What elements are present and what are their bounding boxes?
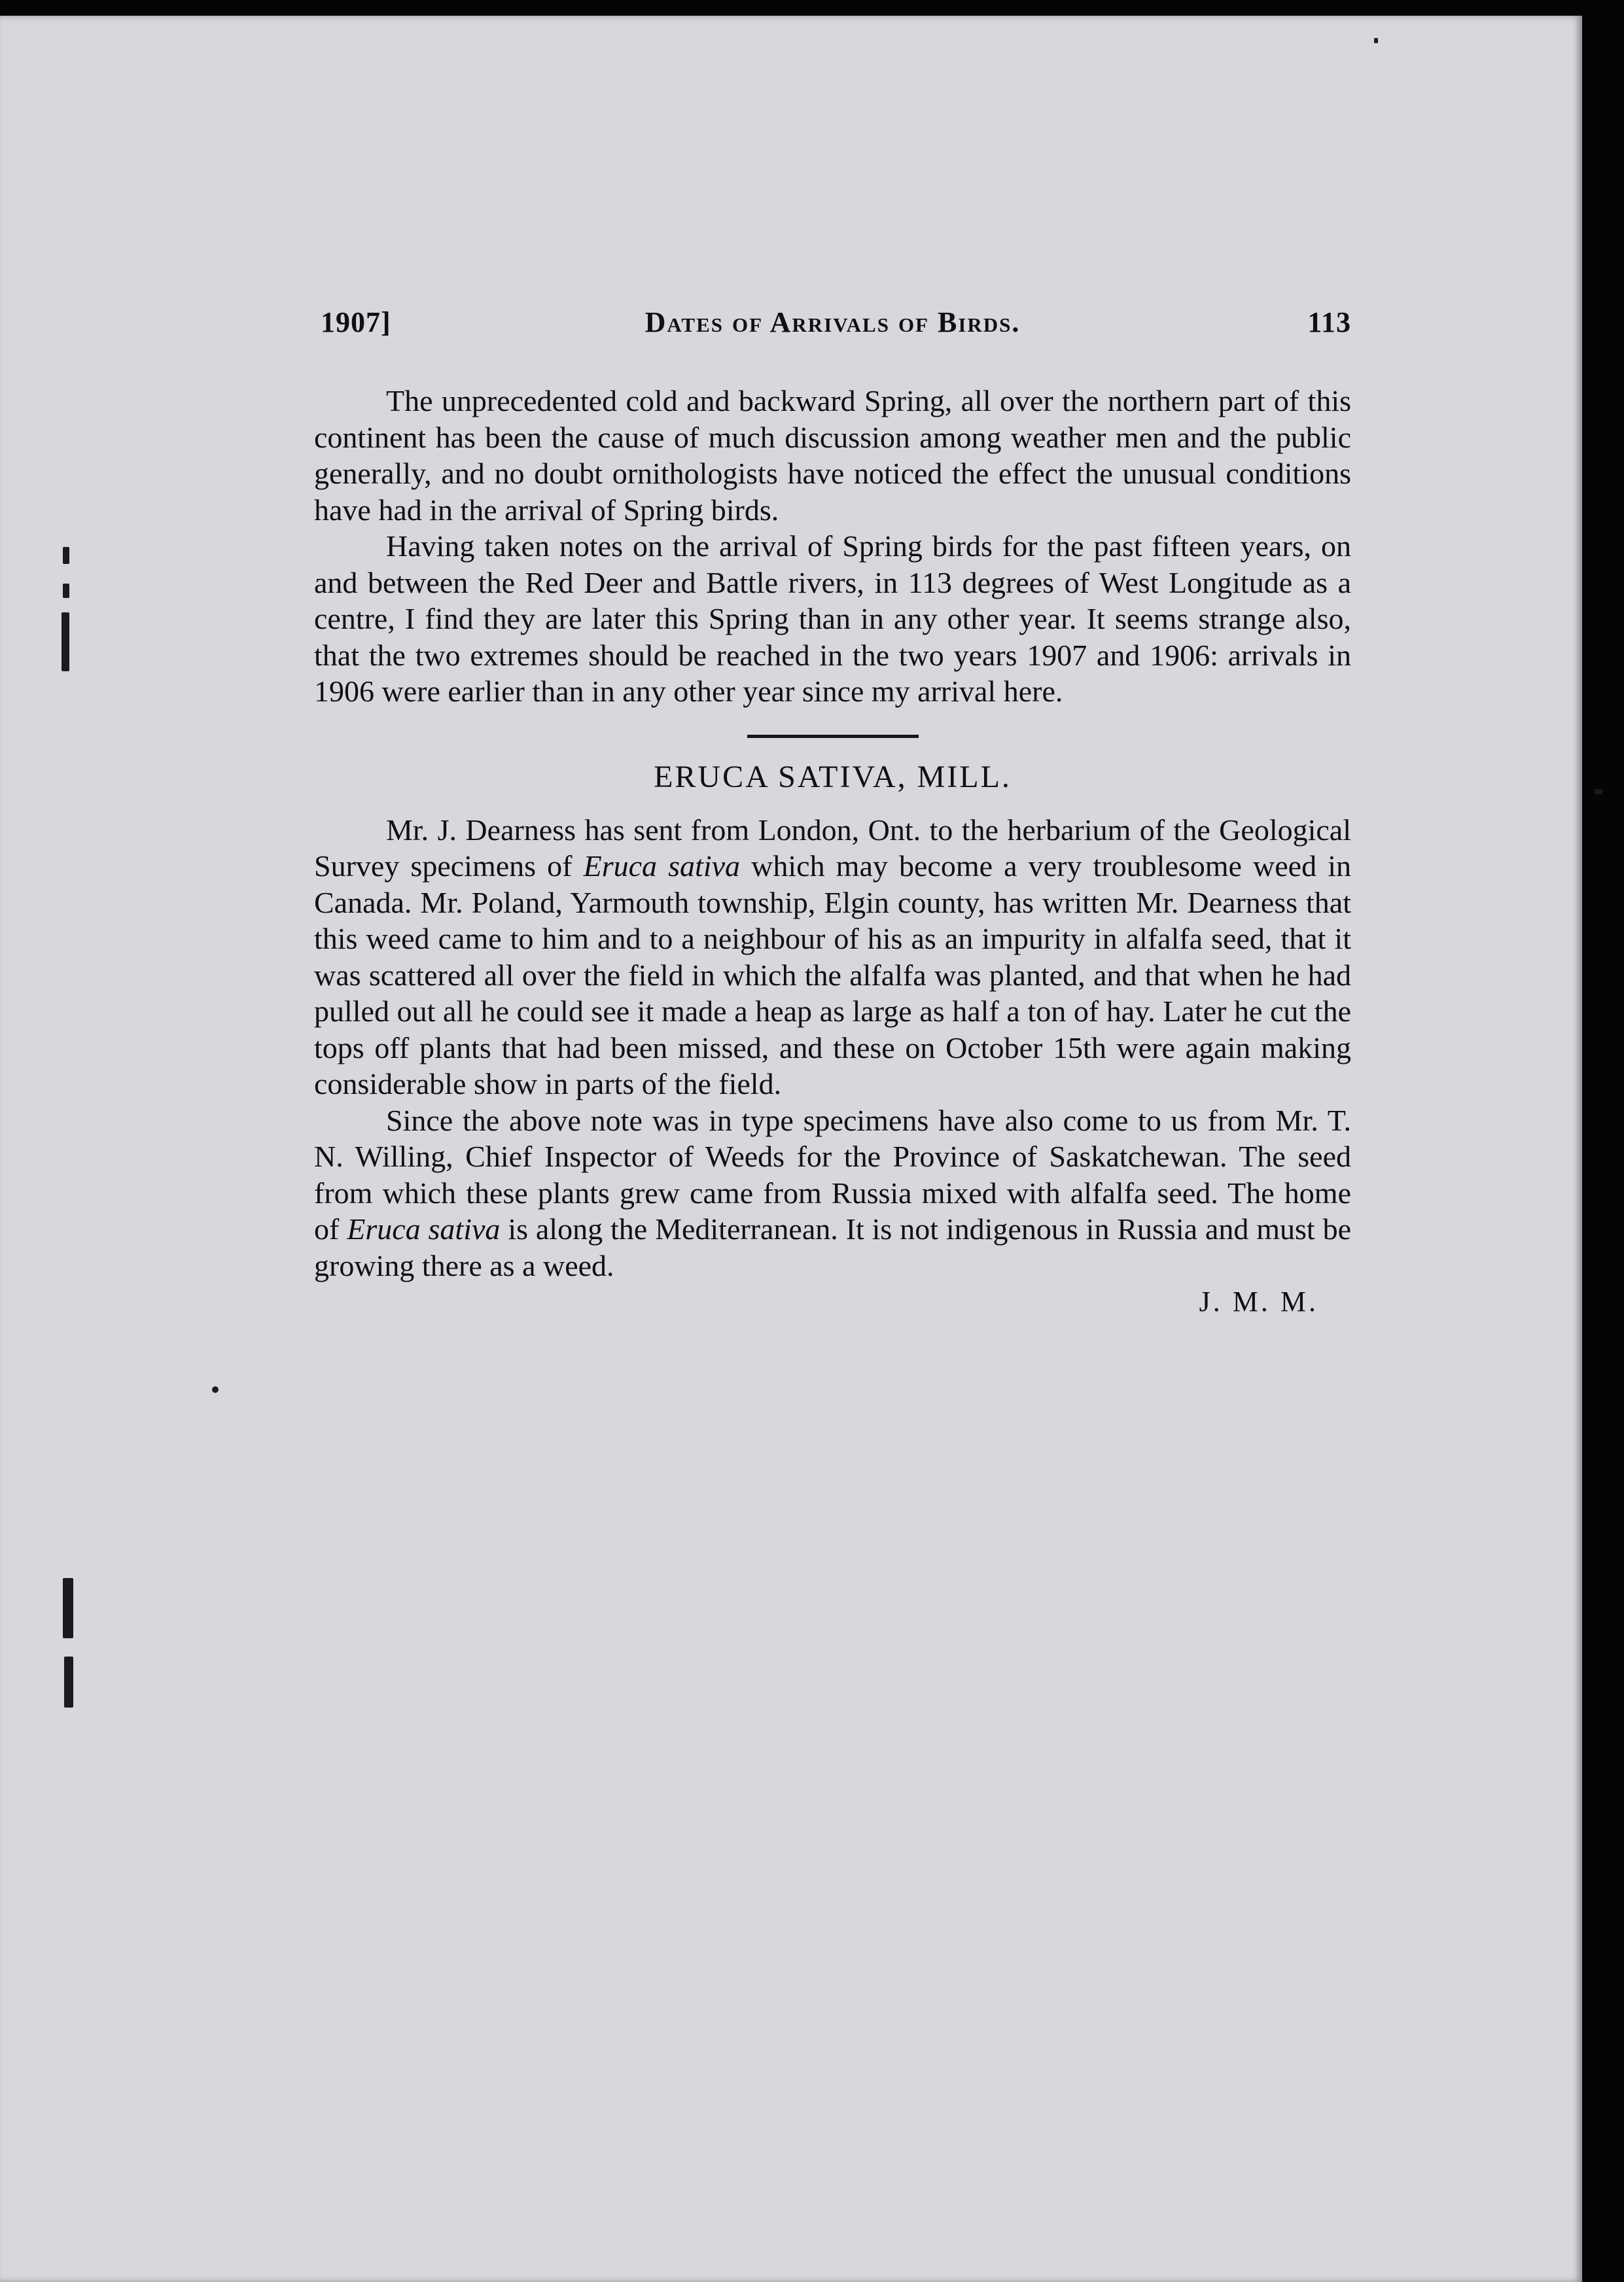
ink-speck bbox=[212, 1386, 219, 1393]
author-initials: J. M. M. bbox=[1199, 1286, 1318, 1318]
paragraph-text: which may become a very troublesome weed in Canada. Mr. Poland, Yarmouth township, Elgin county, has written Mr. Dearness that this weed came to him and to a neighbour of his as an impurity in alfalfa seed, that it was scattered all over the field in which the alfalfa was planted, and that when he had pulled out all he could see it made a heap as large as half a ton of hay. Later he cut the tops off plants that had been missed, and these on October 15th were again making considerable show in parts of the field. bbox=[314, 849, 1351, 1100]
paragraph bbox=[314, 812, 1351, 1102]
paragraph-text: Mr. J. Dearness has sent from London, Ont. to the herbarium of the Geological Survey specimens of bbox=[314, 813, 1351, 883]
binding-mark bbox=[63, 1578, 73, 1638]
paragraph-text: is along the Mediterranean. It is not indigenous in Russia and must be growing there as a weed. bbox=[314, 1212, 1351, 1282]
species-name: Eruca sativa bbox=[583, 849, 741, 883]
ink-speck bbox=[1595, 789, 1602, 794]
binding-mark bbox=[63, 547, 69, 564]
paper-sheet bbox=[0, 16, 1582, 2282]
header-title: Dates of Arrivals of Birds. bbox=[644, 306, 1021, 338]
header-year: 1907] bbox=[321, 306, 391, 338]
page-content bbox=[314, 300, 1351, 1318]
binding-mark bbox=[63, 584, 69, 598]
bird-arrivals-section bbox=[314, 383, 1351, 710]
paragraph-text: Since the above note was in type specimens have also come to us from Mr. T. N. Willing, Chief Inspector of Weeds for the Province of Saskatchewan. The seed from which these plants grew came from Russia mixed with alfalfa seed. The home of bbox=[314, 1103, 1351, 1246]
eruca-section bbox=[314, 812, 1351, 1284]
paragraph bbox=[314, 1102, 1351, 1284]
paragraph: The unprecedented cold and backward Spring, all over the northern part of this continent has been the cause of much discussion among weather men and the public generally, and no doubt ornithologists have noticed the effect the unusual conditions have had in the arrival of Spring birds. bbox=[314, 384, 1351, 527]
species-name: Eruca sativa bbox=[347, 1212, 501, 1246]
paragraph: Having taken notes on the arrival of Spring birds for the past fifteen years, on and between the Red Deer and Battle rivers, in 113 degrees of West Longitude as a centre, I find they are later this Spring than in any other year. It seems strange also, that the two extremes should be reached in the two years 1907 and 1906: arrivals in 1906 were earlier than in any other year since my arrival here. bbox=[314, 529, 1351, 708]
binding-mark bbox=[64, 1657, 73, 1708]
section-title: ERUCA SATIVA, MILL. bbox=[654, 759, 1012, 794]
running-header bbox=[314, 300, 1351, 346]
ink-speck bbox=[1374, 38, 1378, 43]
binding-mark bbox=[62, 612, 69, 671]
section-divider bbox=[747, 735, 919, 738]
page-number: 113 bbox=[1307, 306, 1351, 338]
